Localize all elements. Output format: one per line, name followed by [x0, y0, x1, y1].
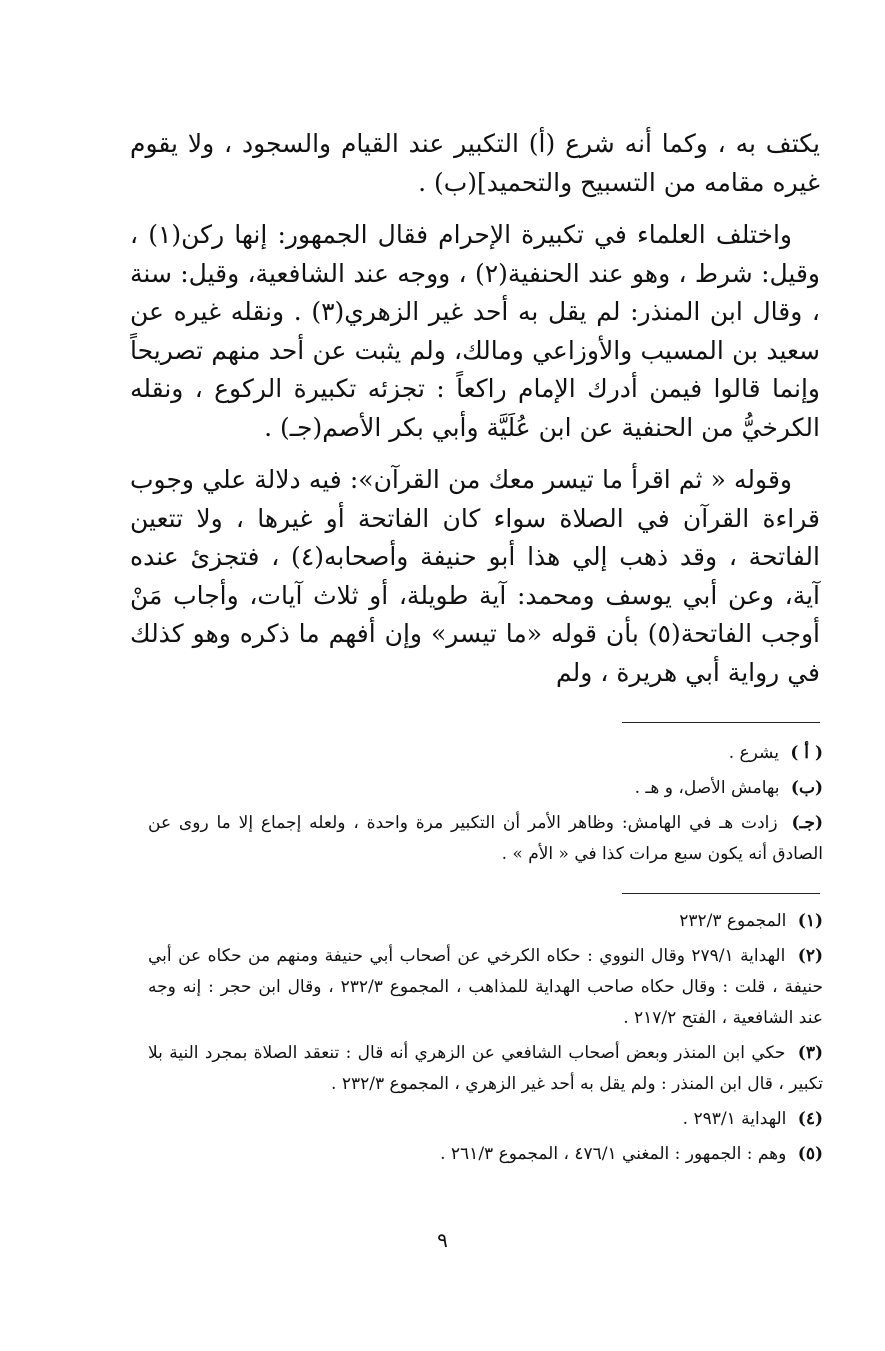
footnote-text: الهداية ٢٩٣/١ .	[682, 1109, 787, 1129]
footnote-text: يشرع .	[728, 743, 779, 763]
footnote-text: بهامش الأصل، و هـ .	[634, 778, 780, 798]
footnote-mark: (٣)	[797, 1043, 823, 1063]
footnote	[148, 1038, 823, 1100]
page-number: ٩	[437, 1228, 448, 1252]
footnote-mark: (١)	[797, 911, 823, 931]
footnote-mark: (٢)	[797, 946, 823, 966]
footnote	[148, 773, 823, 804]
footnote	[148, 906, 823, 937]
footnote-divider	[622, 722, 820, 723]
footnote-mark: (جـ)	[791, 813, 824, 833]
body-paragraph: يكتف به ، وكما أنه شرع (أ) التكبير عند القيام والسجود ، ولا يقوم غيره مقامه من التسبيح والتحميد](ب) .	[130, 129, 820, 197]
footnote-mark: (٥)	[797, 1144, 823, 1164]
footnote-mark: (٤)	[797, 1109, 823, 1129]
main-text-block	[130, 125, 820, 706]
footnote	[148, 941, 823, 1034]
footnote	[148, 808, 823, 870]
body-paragraph: واختلف العلماء في تكبيرة الإحرام فقال الجمهور: إنها ركن(١) ، وقيل: شرط ، وهو عند الحنفية(٢) ، ووجه عند الشافعية، وقيل: سنة ، وقال ابن المنذر: لم يقل به أحد غير الزهري(٣) . ونقله غيره عن سعيد بن المسيب والأوزاعي ومالك، ولم يثبت عن أحد منهم تصريحاً وإنما قالوا فيمن أدرك الإمام راكعاً : تجزئه تكبيرة الركوع ، ونقله الكرخيُّ من الحنفية عن ابن عُلَيَّة وأبي بكر الأصم(جـ) .	[130, 220, 821, 442]
footnote-mark: ( أ )	[790, 743, 823, 763]
body-paragraph: وقوله « ثم اقرأ ما تيسر معك من القرآن»: فيه دلالة علي وجوب قراءة القرآن في الصلاة سواء كان الفاتحة أو غيرها ، ولا تتعين الفاتحة ، وقد ذهب إلي هذا أبو حنيفة وأصحابه(٤) ، فتجزئ عنده آية، وعن أبي يوسف ومحمد: آية طويلة، أو ثلاث آيات، وأجاب مَنْ أوجب الفاتحة(٥) بأن قوله «ما تيسر» وإن أفهم ما ذكره وهو كذلك في رواية أبي هريرة ، ولم	[130, 465, 821, 687]
footnote-text: زادت هـ في الهامش: وظاهر الأمر أن التكبير مرة واحدة ، ولعله إجماع إلا ما روى عن الصادق أنه يكون سبع مرات كذا في « الأم » .	[148, 813, 823, 864]
numbered-footnotes	[148, 906, 823, 1174]
letter-footnotes	[148, 738, 823, 874]
footnote	[148, 1139, 823, 1170]
footnote	[148, 1104, 823, 1135]
footnote-divider	[622, 893, 820, 894]
footnote-text: وهم : الجمهور : المغني ٤٧٦/١ ، المجموع ٢٦١/٣ .	[440, 1144, 787, 1164]
footnote-text: حكي ابن المنذر وبعض أصحاب الشافعي عن الزهري أنه قال : تنعقد الصلاة بمجرد النية بلا تكبير ، قال ابن المنذر : ولم يقل به أحد غير الزهري ، المجموع ٢٣٢/٣ .	[148, 1043, 823, 1094]
footnote-mark: (ب)	[790, 778, 823, 798]
footnote	[148, 738, 823, 769]
footnote-text: الهداية ٢٧٩/١ وقال النووي : حكاه الكرخي عن أصحاب أبي حنيفة ومنهم من حكاه عن أبي حنيفة ، قلت : وقال حكاه صاحب الهداية للمذاهب ، المجموع ٢٣٢/٣ ، وقال ابن حجر : إنه وجه عند الشافعية ، الفتح ٢١٧/٢ .	[148, 946, 823, 1028]
footnote-text: المجموع ٢٣٢/٣	[679, 911, 787, 931]
